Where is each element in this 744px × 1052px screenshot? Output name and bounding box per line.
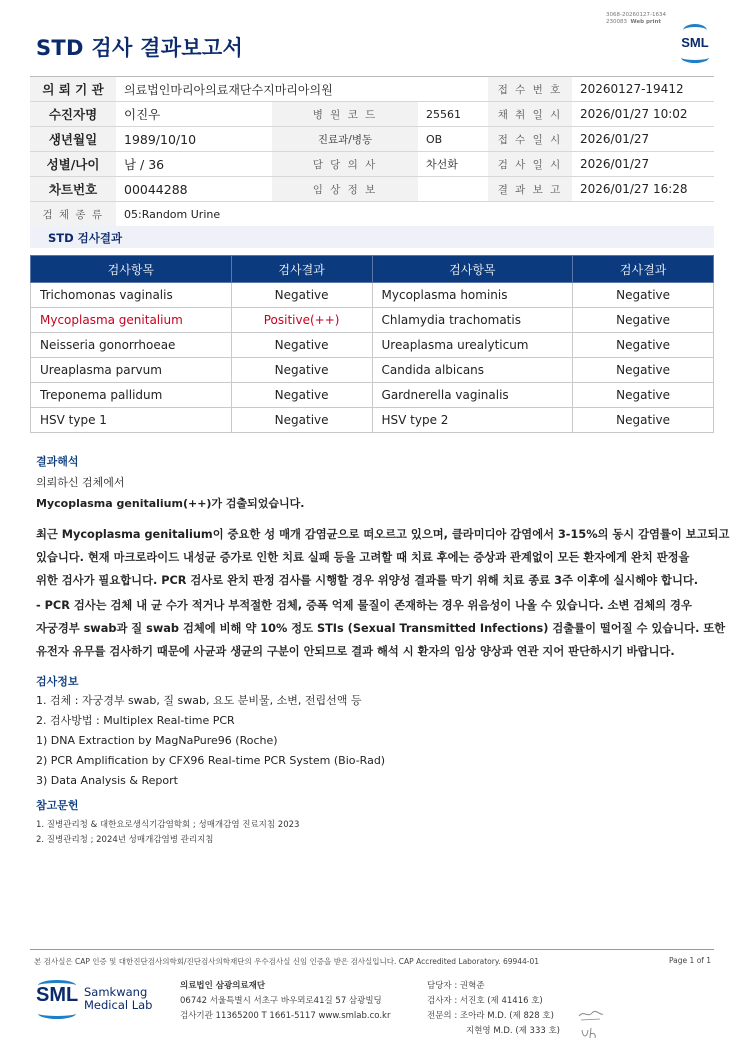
sex-age-value: 남 / 36: [116, 152, 272, 177]
test-result: Negative: [231, 333, 372, 358]
collect-value: 2026/01/27 10:02: [572, 102, 714, 127]
receipt-no-label: 접 수 번 호: [488, 77, 572, 102]
hospital-code-label: 병 원 코 드: [272, 102, 418, 127]
logo-arc-icon: [38, 1008, 76, 1019]
test-result-positive: Positive(++): [231, 308, 372, 333]
patient-info-table: [30, 76, 714, 227]
col-header-result: 검사결과: [231, 256, 372, 283]
col-header-item: 검사항목: [31, 256, 232, 283]
org-label: 의 뢰 기 관: [30, 77, 116, 102]
test-date-label: 검 사 일 시: [488, 152, 572, 177]
table-row: [31, 333, 714, 358]
test-item: Trichomonas vaginalis: [31, 283, 232, 308]
pcr-caution-paragraph: [36, 594, 726, 663]
test-result: Negative: [573, 358, 714, 383]
test-item: Ureaplasma urealyticum: [372, 333, 573, 358]
list-item: 3) Data Analysis & Report: [36, 774, 178, 787]
info-row: [30, 127, 714, 152]
paragraph-line: 자궁경부 swab과 질 swab 검체에 비해 약 10% 정도 STIs (Sexual Transmitted Infections) 검출률이 떨어질 수 있습니다. 또한: [36, 622, 726, 635]
receipt-date-label: 접 수 일 시: [488, 127, 572, 152]
info-row: [30, 152, 714, 177]
references-list: [36, 818, 299, 848]
list-item: 1. 검체 : 자궁경부 swab, 질 swab, 요도 분비물, 소변, 전립선액 등: [36, 694, 362, 707]
page-number: Page 1 of 1: [669, 956, 712, 965]
test-item: Ureaplasma parvum: [31, 358, 232, 383]
results-table: [30, 255, 714, 433]
hospital-code-value: 25561: [418, 102, 488, 127]
dob-value: 1989/10/10: [116, 127, 272, 152]
list-item: 2. 질병관리청 ; 2024년 성매개감염병 관리지침: [36, 835, 214, 845]
print-meta-label: Web print: [630, 19, 662, 25]
org-contact: 검사기관 11365200 T 1661-5117 www.smlab.co.kr: [180, 1011, 391, 1021]
dob-label: 생년월일: [30, 127, 116, 152]
interpretation-heading: 결과해석: [36, 455, 79, 468]
receipt-no-value: 20260127-19412: [572, 77, 714, 102]
staff-line: 지현영 M.D. (제 333 호): [466, 1026, 561, 1036]
table-row: [31, 308, 714, 333]
org-value: 의료법인마리아의료재단수지마리아의원: [116, 77, 488, 102]
print-meta-code: 230083: [606, 19, 627, 25]
report-value: 2026/01/27 16:28: [572, 177, 714, 202]
col-header-item: 검사항목: [372, 256, 573, 283]
paragraph-line: 있습니다. 현재 마크로라이드 내성균 증가로 인한 치료 실패 등을 고려할 때 치료 후에는 증상과 관계없이 모든 환자에게 완치 판정을: [36, 551, 690, 564]
clinical-info-label: 임 상 정 보: [272, 177, 418, 202]
staff-line: 검사자 : 서진호 (제 41416 호): [427, 996, 543, 1006]
test-item: Mycoplasma hominis: [372, 283, 573, 308]
specimen-label: 검 체 종 류: [30, 202, 116, 227]
collect-label: 채 취 일 시: [488, 102, 572, 127]
list-item: 2) PCR Amplification by CFX96 Real-time PCR System (Bio-Rad): [36, 754, 386, 767]
patient-label: 수진자명: [30, 102, 116, 127]
test-result: Negative: [573, 333, 714, 358]
test-item: HSV type 1: [31, 408, 232, 433]
footer-logo: [36, 980, 156, 1024]
info-row: [30, 202, 714, 227]
patient-value: 이진우: [116, 102, 272, 127]
staff-line: 담당자 : 권혁준: [427, 981, 485, 991]
test-result: Negative: [573, 283, 714, 308]
doctor-label: 담 당 의 사: [272, 152, 418, 177]
org-name: 의료법인 삼광의료재단: [180, 981, 266, 991]
doctor-value: 차선화: [418, 152, 488, 177]
sml-logo: [676, 24, 714, 62]
test-item: Gardnerella vaginalis: [372, 383, 573, 408]
results-header-row: [31, 256, 714, 283]
receipt-date-value: 2026/01/27: [572, 127, 714, 152]
footer-divider: [30, 949, 714, 950]
test-result: Negative: [231, 408, 372, 433]
col-header-result: 검사결과: [573, 256, 714, 283]
test-result: Negative: [231, 283, 372, 308]
footer-logo-text: SML: [36, 984, 79, 1006]
test-result: Negative: [231, 383, 372, 408]
test-item: Neisseria gonorrhoeae: [31, 333, 232, 358]
report-title: STD 검사 결과보고서: [36, 36, 244, 60]
info-row: [30, 77, 714, 102]
results-section-bar: [30, 226, 714, 248]
list-item: 1. 질병관리청 & 대한요로생식기감염학회 ; 성매개감염 진료지침 2023: [36, 820, 300, 830]
test-result: Negative: [573, 383, 714, 408]
interpretation-body: [36, 472, 716, 514]
footer-org-info: [180, 979, 390, 1024]
dept-value: OB: [418, 127, 488, 152]
paragraph-line: 위한 검사가 필요합니다. PCR 검사로 완치 판정 검사를 시행할 경우 위양성 결과를 막기 위해 치료 종료 3주 이후에 실시해야 합니다.: [36, 574, 699, 587]
table-row: [31, 383, 714, 408]
list-item: 1) DNA Extraction by MagNaPure96 (Roche): [36, 734, 278, 747]
test-result: Negative: [573, 308, 714, 333]
results-section-title: STD 검사결과: [48, 231, 123, 245]
logo-text: SML: [681, 35, 709, 50]
table-row: [31, 408, 714, 433]
footer-logo-sub: [84, 986, 152, 1012]
interpretation-finding: Mycoplasma genitalium(++)가 검출되었습니다.: [36, 497, 305, 510]
sex-age-label: 성별/나이: [30, 152, 116, 177]
print-meta-id: 3068-20260127-1634: [606, 12, 666, 18]
org-address: 06742 서울특별시 서초구 바우뫼로41길 57 삼광빌딩: [180, 996, 382, 1006]
paragraph-line: 최근 Mycoplasma genitalium이 중요한 성 매개 감염균으로 떠오르고 있으며, 클라미디아 감염에서 3-15%의 동시 감염률이 보고되고: [36, 528, 730, 541]
interpretation-paragraph: [36, 523, 730, 592]
chart-no-label: 차트번호: [30, 177, 116, 202]
test-item: HSV type 2: [372, 408, 573, 433]
logo-sub-line: Samkwang: [84, 985, 148, 999]
signature-image: [576, 1008, 606, 1040]
logo-arc-icon: [681, 52, 709, 63]
logo-sub-line: Medical Lab: [84, 998, 153, 1012]
test-item-positive: Mycoplasma genitalium: [31, 308, 232, 333]
references-heading: 참고문헌: [36, 799, 79, 812]
test-item: Treponema pallidum: [31, 383, 232, 408]
test-item: Candida albicans: [372, 358, 573, 383]
test-result: Negative: [573, 408, 714, 433]
test-result: Negative: [231, 358, 372, 383]
info-row: [30, 102, 714, 127]
table-row: [31, 358, 714, 383]
paragraph-line: 유전자 유무를 검사하기 때문에 사균과 생균의 구분이 안되므로 결과 해석 시 환자의 임상 양상과 연관 지어 판단하시기 바랍니다.: [36, 645, 675, 658]
accreditation-note: 본 검사실은 CAP 인증 및 대한진단검사의학회/진단검사의학재단의 우수검사실 신임 인증을 받은 검사실입니다. CAP Accredited Laboratory. 69944-01: [34, 957, 540, 966]
info-row: [30, 177, 714, 202]
specimen-value: 05:Random Urine: [116, 202, 714, 227]
list-item: 2. 검사방법 : Multiplex Real-time PCR: [36, 714, 235, 727]
test-info-heading: 검사정보: [36, 675, 79, 688]
report-label: 결 과 보 고: [488, 177, 572, 202]
dept-label: 진료과/병동: [272, 127, 418, 152]
test-item: Chlamydia trachomatis: [372, 308, 573, 333]
footer-staff: [427, 979, 560, 1039]
staff-line: 전문의 : 조아라 M.D. (제 828 호): [427, 1011, 554, 1021]
interpretation-line: 의뢰하신 검체에서: [36, 476, 125, 489]
print-meta: [606, 12, 666, 26]
paragraph-line: - PCR 검사는 검체 내 균 수가 적거나 부적절한 검체, 증폭 억제 물질이 존재하는 경우 위음성이 나올 수 있습니다. 소변 검체의 경우: [36, 599, 692, 612]
test-date-value: 2026/01/27: [572, 152, 714, 177]
test-info-list: [36, 691, 385, 791]
chart-no-value: 00044288: [116, 177, 272, 202]
table-row: [31, 283, 714, 308]
clinical-info-value: [418, 177, 488, 202]
